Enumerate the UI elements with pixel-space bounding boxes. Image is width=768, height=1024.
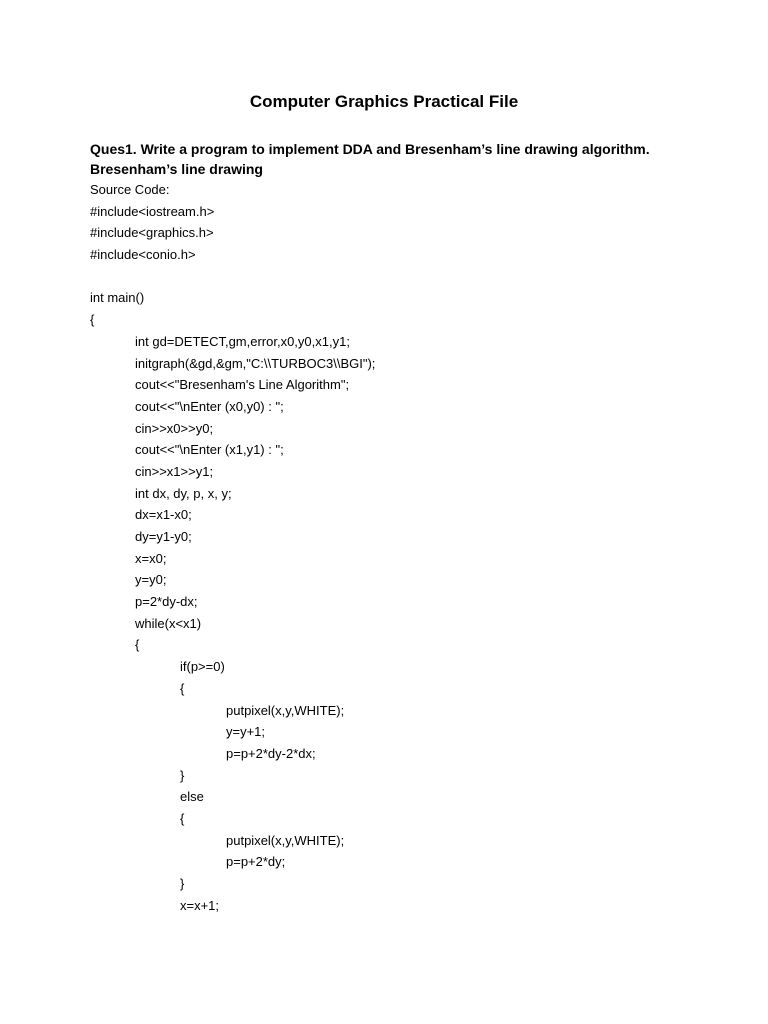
code-line: } (180, 767, 185, 783)
section-subheading: Bresenham’s line drawing (90, 161, 263, 177)
code-line: { (90, 312, 95, 328)
code-line: cin>>x0>>y0; (135, 420, 214, 436)
code-line: #include<graphics.h> (90, 225, 214, 241)
code-line: #include<iostream.h> (90, 203, 215, 219)
code-line: putpixel(x,y,WHITE); (226, 702, 345, 718)
code-line: y=y+1; (226, 724, 266, 740)
code-line: y=y0; (135, 572, 167, 588)
code-line: dx=x1-x0; (135, 507, 192, 523)
source-code-block (90, 181, 375, 918)
code-line: p=p+2*dy-2*dx; (226, 745, 316, 761)
code-line: dy=y1-y0; (135, 529, 192, 544)
code-line: cout<<"Bresenham's Line Algorithm"; (135, 377, 350, 393)
question-heading: Ques1. Write a program to implement DDA and Bresenham’s line drawing algorithm. (90, 141, 650, 157)
code-line: cout<<"\nEnter (x0,y0) : "; (135, 398, 284, 414)
code-line: int gd=DETECT,gm,error,x0,y0,x1,y1; (135, 333, 350, 349)
code-line: else (180, 789, 204, 805)
code-line: p=p+2*dy; (226, 854, 286, 870)
code-line: p=2*dy-dx; (135, 594, 198, 610)
code-line: putpixel(x,y,WHITE); (226, 832, 345, 848)
code-line: { (180, 680, 185, 696)
code-line: int main() (90, 290, 145, 306)
code-line: { (135, 637, 140, 653)
code-line: if(p>=0) (180, 659, 225, 675)
code-line: cin>>x1>>y1; (135, 463, 214, 479)
code-line: } (180, 876, 185, 891)
code-line (90, 268, 375, 290)
code-line: { (180, 810, 185, 826)
page-title: Computer Graphics Practical File (249, 92, 519, 111)
code-line: cout<<"\nEnter (x1,y1) : "; (135, 442, 284, 458)
code-line: #include<conio.h> (90, 247, 196, 263)
code-line: int dx, dy, p, x, y; (135, 485, 232, 501)
code-line: initgraph(&gd,&gm,"C:\\TURBOC3\\BGI"); (135, 355, 376, 371)
code-line: x=x+1; (180, 897, 220, 913)
source-code-label: Source Code: (90, 182, 170, 197)
code-line: while(x<x1) (135, 615, 202, 631)
code-line: x=x0; (135, 550, 167, 566)
